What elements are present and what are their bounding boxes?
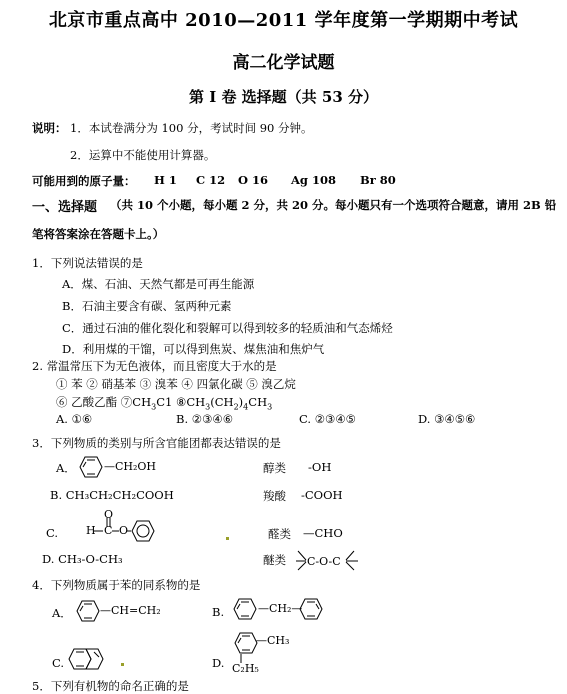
q2-option-c: C. ②③④⑤ (299, 412, 356, 426)
q4-b-group: —CH₂— (258, 602, 303, 615)
q1-option-c: C．通过石油的催化裂化和裂解可以得到较多的轻质油和气态烯烃 (62, 321, 393, 335)
q1-option-b: B．石油主要含有碳、氢两种元素 (62, 299, 232, 313)
benzene-ring-icon (131, 520, 155, 542)
section-rule-line1: （共 10 个小题，每小题 2 分，共 20 分。每小题只有一个选项符合题意，请用 2B 铅 (110, 198, 557, 212)
atomic-br: Br 80 (360, 173, 396, 187)
q3-b-formula: B. CH₃CH₂CH₂COOH (50, 488, 174, 502)
q4-b-letter: B. (212, 605, 225, 619)
q4-stem: 4．下列物质属于苯的同系物的是 (32, 578, 201, 592)
atomic-c: C 12 (196, 173, 226, 187)
note-1: 1．本试卷满分为 100 分，考试时间 90 分钟。 (70, 121, 313, 135)
q2-list-2: ⑥ 乙酸乙酯 $⑦CH_3C1$ $⑧CH_3(CH_2)_4CH_3$ (56, 395, 273, 412)
q3-c-func: —CHO (303, 526, 343, 540)
q3-d-func: C-O-C (307, 555, 341, 568)
atomic-label: 可能用到的原子量： (32, 174, 136, 188)
naphthalene-icon (68, 648, 110, 672)
benzene-ring-icon (233, 598, 257, 620)
atomic-ag: Ag 108 (291, 173, 336, 187)
part-title: 第 I 卷 选择题（共 53 分） (188, 88, 378, 106)
q2-option-b: B. ②③④⑥ (176, 412, 234, 426)
speck (121, 663, 124, 666)
q1-option-a: A．煤、石油、天然气都是可再生能源 (62, 277, 255, 291)
q3-stem: 3．下列物质的类别与所含官能团都表达错误的是 (32, 436, 281, 450)
q1-option-d: D．利用煤的干馏，可以得到焦炭、煤焦油和焦炉气 (62, 342, 325, 356)
q3-c-h: H (86, 524, 96, 537)
q3-a-group: —CH₂OH (104, 460, 157, 473)
q4-d-ethyl: C₂H₅ (232, 662, 259, 675)
q3-a-class: 醇类 (263, 461, 286, 475)
q4-d-methyl: —CH₃ (256, 634, 290, 647)
q3-c-o: O (119, 524, 129, 537)
q2-stem: 2. 常温常压下为无色液体，而且密度大于水的是 (32, 359, 277, 373)
q4-c-letter: C. (52, 656, 65, 670)
exam-title: 北京市重点高中 2010—2011 学年度第一学期期中考试 (48, 10, 519, 31)
notes-lead: 说明： (32, 121, 67, 135)
q3-c-c: C (104, 524, 113, 537)
q2-option-a: A. ①⑥ (56, 412, 93, 426)
q3-d-class: 醚类 (263, 553, 286, 567)
section-rule-line2: 笔将答案涂在答题卡上。） (32, 227, 165, 241)
benzene-ring-icon (79, 456, 103, 478)
q3-c-letter: C. (46, 526, 59, 540)
q4-d-letter: D. (212, 656, 225, 670)
q1-stem: 1．下列说法错误的是 (32, 256, 143, 270)
q4-a-letter: A． (52, 606, 72, 620)
atomic-h: H 1 (154, 173, 177, 187)
q3-c-class: 醛类 (268, 527, 291, 541)
q3-a-letter: A． (56, 461, 76, 475)
q3-b-func: -COOH (301, 488, 343, 502)
q3-d-formula: D. CH₃-O-CH₃ (42, 552, 123, 566)
benzene-ring-icon (299, 598, 323, 620)
speck (226, 537, 229, 540)
q5-stem-cutoff: 5．下列有机物的命名正确的是 (32, 679, 189, 693)
subject-title: 高二化学试题 (232, 53, 335, 73)
section-title: 一、选择题 (32, 200, 98, 215)
bond-icon (94, 530, 104, 532)
atomic-o: O 16 (238, 173, 269, 187)
q2-option-d: D. ③④⑤⑥ (418, 412, 476, 426)
q3-b-class: 羧酸 (263, 489, 286, 503)
note-2: 2．运算中不能使用计算器。 (70, 148, 216, 162)
q3-a-func: -OH (308, 460, 332, 474)
q3-c-carbonyl-o: O (104, 508, 114, 521)
benzene-ring-icon (76, 600, 100, 622)
benzene-ring-icon (234, 632, 258, 654)
q4-a-group: —CH=CH₂ (100, 604, 161, 617)
q2-list-1: ① 苯 ② 硝基苯 ③ 溴苯 ④ 四氯化碳 ⑤ 溴乙烷 (56, 377, 296, 391)
